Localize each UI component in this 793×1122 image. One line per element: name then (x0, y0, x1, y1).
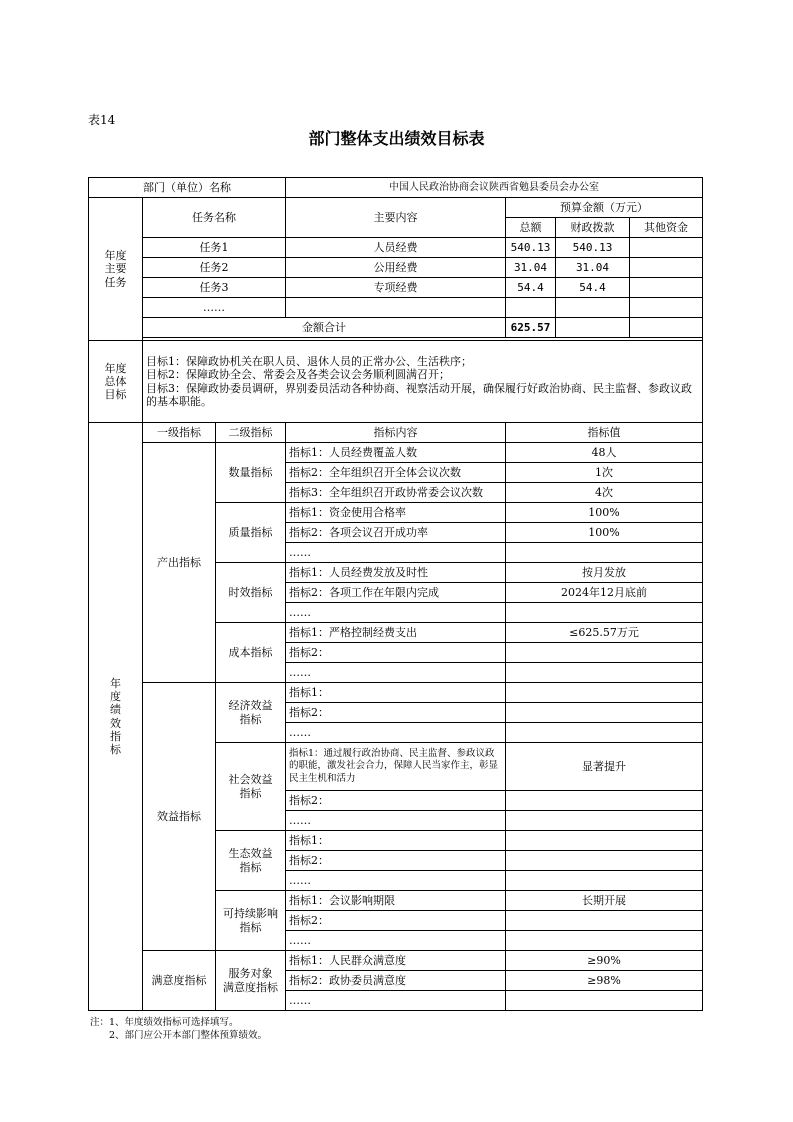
quantity-indicator-label: 数量指标 (216, 443, 286, 503)
indicator-value (506, 831, 703, 851)
level2-header: 二级指标 (216, 423, 286, 443)
indicator-value (506, 811, 703, 831)
indicator-value (506, 703, 703, 723)
annual-goals-content (143, 341, 703, 423)
budget-header: 预算金额（万元） (506, 198, 703, 218)
sum-total: 625.57 (506, 318, 556, 338)
indicator-content-header: 指标内容 (286, 423, 506, 443)
task-row (89, 238, 703, 258)
indicator-value: 2024年12月底前 (506, 583, 703, 603)
goal-line: 目标3：保障政协委员调研，界别委员活动各种协商、视察活动开展，确保履行好政治协商、民主监督、参政议政的基本职能。 (146, 381, 692, 408)
indicator-value: 显著提升 (506, 743, 703, 791)
economic-indicator-label: 经济效益 指标 (216, 683, 286, 743)
indicator-content: 指标2： (286, 703, 506, 723)
task-name: 任务3 (143, 278, 286, 298)
document-title: 部门整体支出绩效目标表 (308, 129, 485, 148)
timeliness-indicator-label: 时效指标 (216, 563, 286, 623)
level1-header: 一级指标 (143, 423, 216, 443)
footnote-line: 2、部门应公开本部门整体预算绩效。 (109, 1029, 268, 1041)
indicator-content: 指标1： (286, 831, 506, 851)
task-row (89, 298, 703, 318)
indicator-content: 指标2： (286, 911, 506, 931)
annual-indicators-label: 年 度 绩 效 指 标 (89, 423, 143, 1011)
task-total: 540.13 (506, 238, 556, 258)
table-number: 表14 (88, 113, 116, 127)
indicator-value (506, 683, 703, 703)
indicator-value (506, 723, 703, 743)
annual-goals-row (89, 341, 703, 423)
indicator-content: 指标2：全年组织召开全体会议次数 (286, 463, 506, 483)
indicator-value-header: 指标值 (506, 423, 703, 443)
task-fiscal: 31.04 (556, 258, 630, 278)
indicator-row (89, 443, 703, 463)
task-total (506, 298, 556, 318)
cost-indicator-label: 成本指标 (216, 623, 286, 683)
task-row (89, 258, 703, 278)
main-content-header: 主要内容 (286, 198, 506, 238)
indicator-value (506, 643, 703, 663)
indicator-value (506, 931, 703, 951)
indicator-value (506, 603, 703, 623)
goal-line: 目标1：保障政协机关在职人员、退休人员的正常办公、生活秩序； (146, 355, 472, 369)
indicator-value: 4次 (506, 483, 703, 503)
footnotes (90, 1017, 267, 1043)
task-fiscal (556, 298, 630, 318)
task-name: 任务2 (143, 258, 286, 278)
indicator-content: 指标2： (286, 791, 506, 811)
indicator-content: 指标2：各项工作在年限内完成 (286, 583, 506, 603)
indicator-content: 指标1：会议影响期限 (286, 891, 506, 911)
task-total: 54.4 (506, 278, 556, 298)
task-name-header: 任务名称 (143, 198, 286, 238)
indicator-value: 按月发放 (506, 563, 703, 583)
ecological-indicator-label: 生态效益 指标 (216, 831, 286, 891)
indicator-content: …… (286, 931, 506, 951)
indicator-value (506, 871, 703, 891)
fiscal-header: 财政拨款 (556, 218, 630, 238)
total-header: 总额 (506, 218, 556, 238)
indicator-content: …… (286, 991, 506, 1011)
task-fiscal: 540.13 (556, 238, 630, 258)
indicator-value: 1次 (506, 463, 703, 483)
social-indicator-label: 社会效益 指标 (216, 743, 286, 831)
indicator-value: 100% (506, 523, 703, 543)
task-content (286, 298, 506, 318)
other-funds-header: 其他资金 (630, 218, 703, 238)
footnote-line: 注：1、年度绩效指标可选择填写。 (90, 1017, 239, 1028)
indicator-value: ≥90% (506, 951, 703, 971)
indicator-content: …… (286, 663, 506, 683)
indicator-value: ≤625.57万元 (506, 623, 703, 643)
service-satisfaction-label: 服务对象 满意度指标 (216, 951, 286, 1011)
indicator-value (506, 911, 703, 931)
benefit-indicator-label: 效益指标 (143, 683, 216, 951)
task-other (630, 278, 703, 298)
indicator-value: 100% (506, 503, 703, 523)
annual-tasks-label: 年度 主要 任务 (89, 198, 143, 341)
task-total: 31.04 (506, 258, 556, 278)
task-name: 任务1 (143, 238, 286, 258)
indicator-content: 指标3：全年组织召开政协常委会议次数 (286, 483, 506, 503)
indicator-content: 指标2：政协委员满意度 (286, 971, 506, 991)
sustainable-indicator-label: 可持续影响 指标 (216, 891, 286, 951)
indicator-row (89, 683, 703, 703)
task-other (630, 258, 703, 278)
satisfaction-indicator-label: 满意度指标 (143, 951, 216, 1011)
indicator-value: ≥98% (506, 971, 703, 991)
indicator-content: …… (286, 811, 506, 831)
indicator-content: 指标2： (286, 643, 506, 663)
indicator-value (506, 663, 703, 683)
indicator-value (506, 851, 703, 871)
task-content: 公用经费 (286, 258, 506, 278)
task-row (89, 278, 703, 298)
annual-goals-label: 年度 总体 目标 (89, 341, 143, 423)
indicator-value: 48人 (506, 443, 703, 463)
indicator-content: 指标1：人民群众满意度 (286, 951, 506, 971)
sum-label: 金额合计 (143, 318, 506, 338)
indicator-content: 指标1：严格控制经费支出 (286, 623, 506, 643)
indicator-content: …… (286, 723, 506, 743)
department-name: 中国人民政治协商会议陕西省勉县委员会办公室 (286, 178, 703, 198)
indicator-content: 指标2： (286, 851, 506, 871)
indicator-content: 指标1： (286, 683, 506, 703)
task-other (630, 298, 703, 318)
task-fiscal: 54.4 (556, 278, 630, 298)
task-content: 人员经费 (286, 238, 506, 258)
indicator-content: 指标1：人员经费覆盖人数 (286, 443, 506, 463)
indicator-content: 指标1：通过履行政治协商、民主监督、参政议政的职能，激发社会合力，保障人民当家作主，彰显民主生机和活力 (286, 743, 506, 791)
sum-other (630, 318, 703, 338)
department-row (89, 178, 703, 198)
indicator-content: …… (286, 871, 506, 891)
indicator-value: 长期开展 (506, 891, 703, 911)
quality-indicator-label: 质量指标 (216, 503, 286, 563)
sum-fiscal (556, 318, 630, 338)
indicator-value (506, 791, 703, 811)
indicators-header-row (89, 423, 703, 443)
task-other (630, 238, 703, 258)
indicator-row (89, 951, 703, 971)
task-sum-row (89, 318, 703, 338)
goal-line: 目标2：保障政协全会、常委会及各类会议会务顺利圆满召开； (146, 368, 450, 382)
indicator-value (506, 543, 703, 563)
indicator-content: …… (286, 603, 506, 623)
performance-target-table (88, 177, 703, 1011)
task-name: …… (143, 298, 286, 318)
task-content: 专项经费 (286, 278, 506, 298)
department-label: 部门（单位）名称 (89, 178, 286, 198)
indicator-content: 指标2：各项会议召开成功率 (286, 523, 506, 543)
output-indicator-label: 产出指标 (143, 443, 216, 683)
tasks-header-row (89, 198, 703, 218)
indicator-content: …… (286, 543, 506, 563)
indicator-content: 指标1：资金使用合格率 (286, 503, 506, 523)
indicator-value (506, 991, 703, 1011)
indicator-content: 指标1：人员经费发放及时性 (286, 563, 506, 583)
